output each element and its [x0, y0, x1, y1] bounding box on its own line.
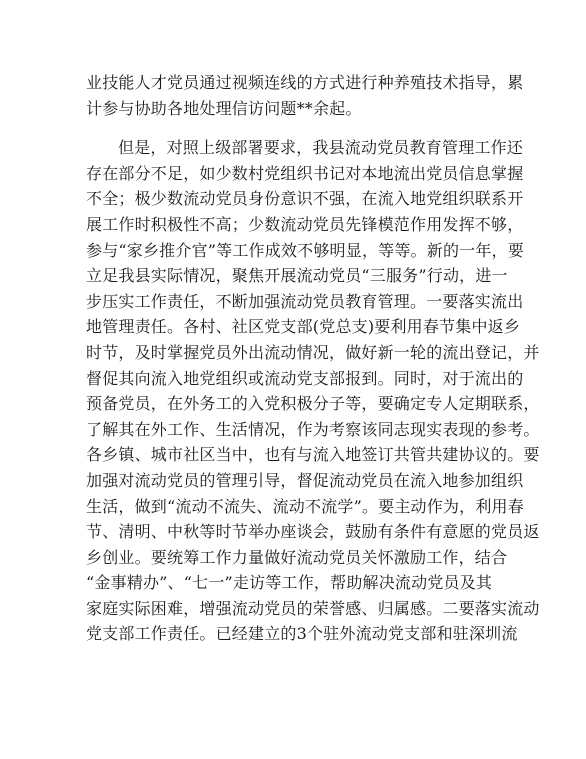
paragraph-2-line: 各乡镇、城市社区当中，也有与流入地签订共管共建协议的。要	[86, 445, 540, 465]
paragraph-2-line: 时节，及时掌握党员外出流动情况，做好新一轮的流出登记，并	[86, 342, 540, 362]
paragraph-2-line: 立足我县实际情况，聚焦开展流动党员“三服务”行动，进一	[86, 266, 508, 286]
paragraph-2-line: 步压实工作责任，不断加强流动党员教育管理。一要落实流出	[86, 291, 524, 311]
paragraph-2-line: 党支部工作责任。已经建立的3个驻外流动党支部和驻深圳流	[86, 624, 518, 644]
paragraph-2-line: 参与“家乡推介官”等工作成效不够明显，等等。新的一年，要	[86, 240, 524, 260]
body-text	[86, 70, 540, 647]
paragraph-2-line: 存在部分不足，如少数村党组织书记对本地流出党员信息掌握	[86, 163, 524, 183]
paragraph-2-line: 家庭实际困难，增强流动党员的荣誉感、归属感。二要落实流动	[86, 598, 540, 618]
paragraph-2-line: 加强对流动党员的管理引导，督促流动党员在流入地参加组织	[86, 470, 524, 490]
paragraph-1-line: 计参与协助各地处理信访问题**余起。	[86, 98, 362, 118]
paragraph-2-line: 乡创业。要统筹工作力量做好流动党员关怀激励工作，结合	[86, 547, 508, 567]
paragraph-gap	[86, 121, 506, 135]
paragraph-2-line: 但是，对照上级部署要求，我县流动党员教育管理工作还	[118, 138, 524, 158]
paragraph-2-line: 了解其在外工作、生活情况，作为考察该同志现实表现的参考。	[86, 419, 540, 439]
paragraph-2-line: 督促其向流入地党组织或流动党支部报到。同时，对于流出的	[86, 368, 524, 388]
paragraph-2-line: 节、清明、中秋等时节举办座谈会，鼓励有条件有意愿的党员返	[86, 522, 540, 542]
paragraph-2-line: “金事精办”、“七一”走访等工作，帮助解决流动党员及其	[86, 573, 493, 593]
paragraph-2-line: 生活，做到“流动不流失、流动不流学”。要主动作为，利用春	[86, 496, 524, 516]
paragraph-2-line: 预备党员，在外务工的入党积极分子等，要确定专人定期联系，	[86, 394, 540, 414]
paragraph-2-line: 地管理责任。各村、社区党支部(党总支)要利用春节集中返乡	[86, 317, 521, 337]
paragraph-1-line: 业技能人才党员通过视频连线的方式进行种养殖技术指导，累	[86, 73, 524, 92]
paragraph-2-line: 不全；极少数流动党员身份意识不强，在流入地党组织联系开	[86, 189, 524, 209]
paragraph-2-line: 展工作时积极性不高；少数流动党员先锋模范作用发挥不够，	[86, 214, 524, 234]
